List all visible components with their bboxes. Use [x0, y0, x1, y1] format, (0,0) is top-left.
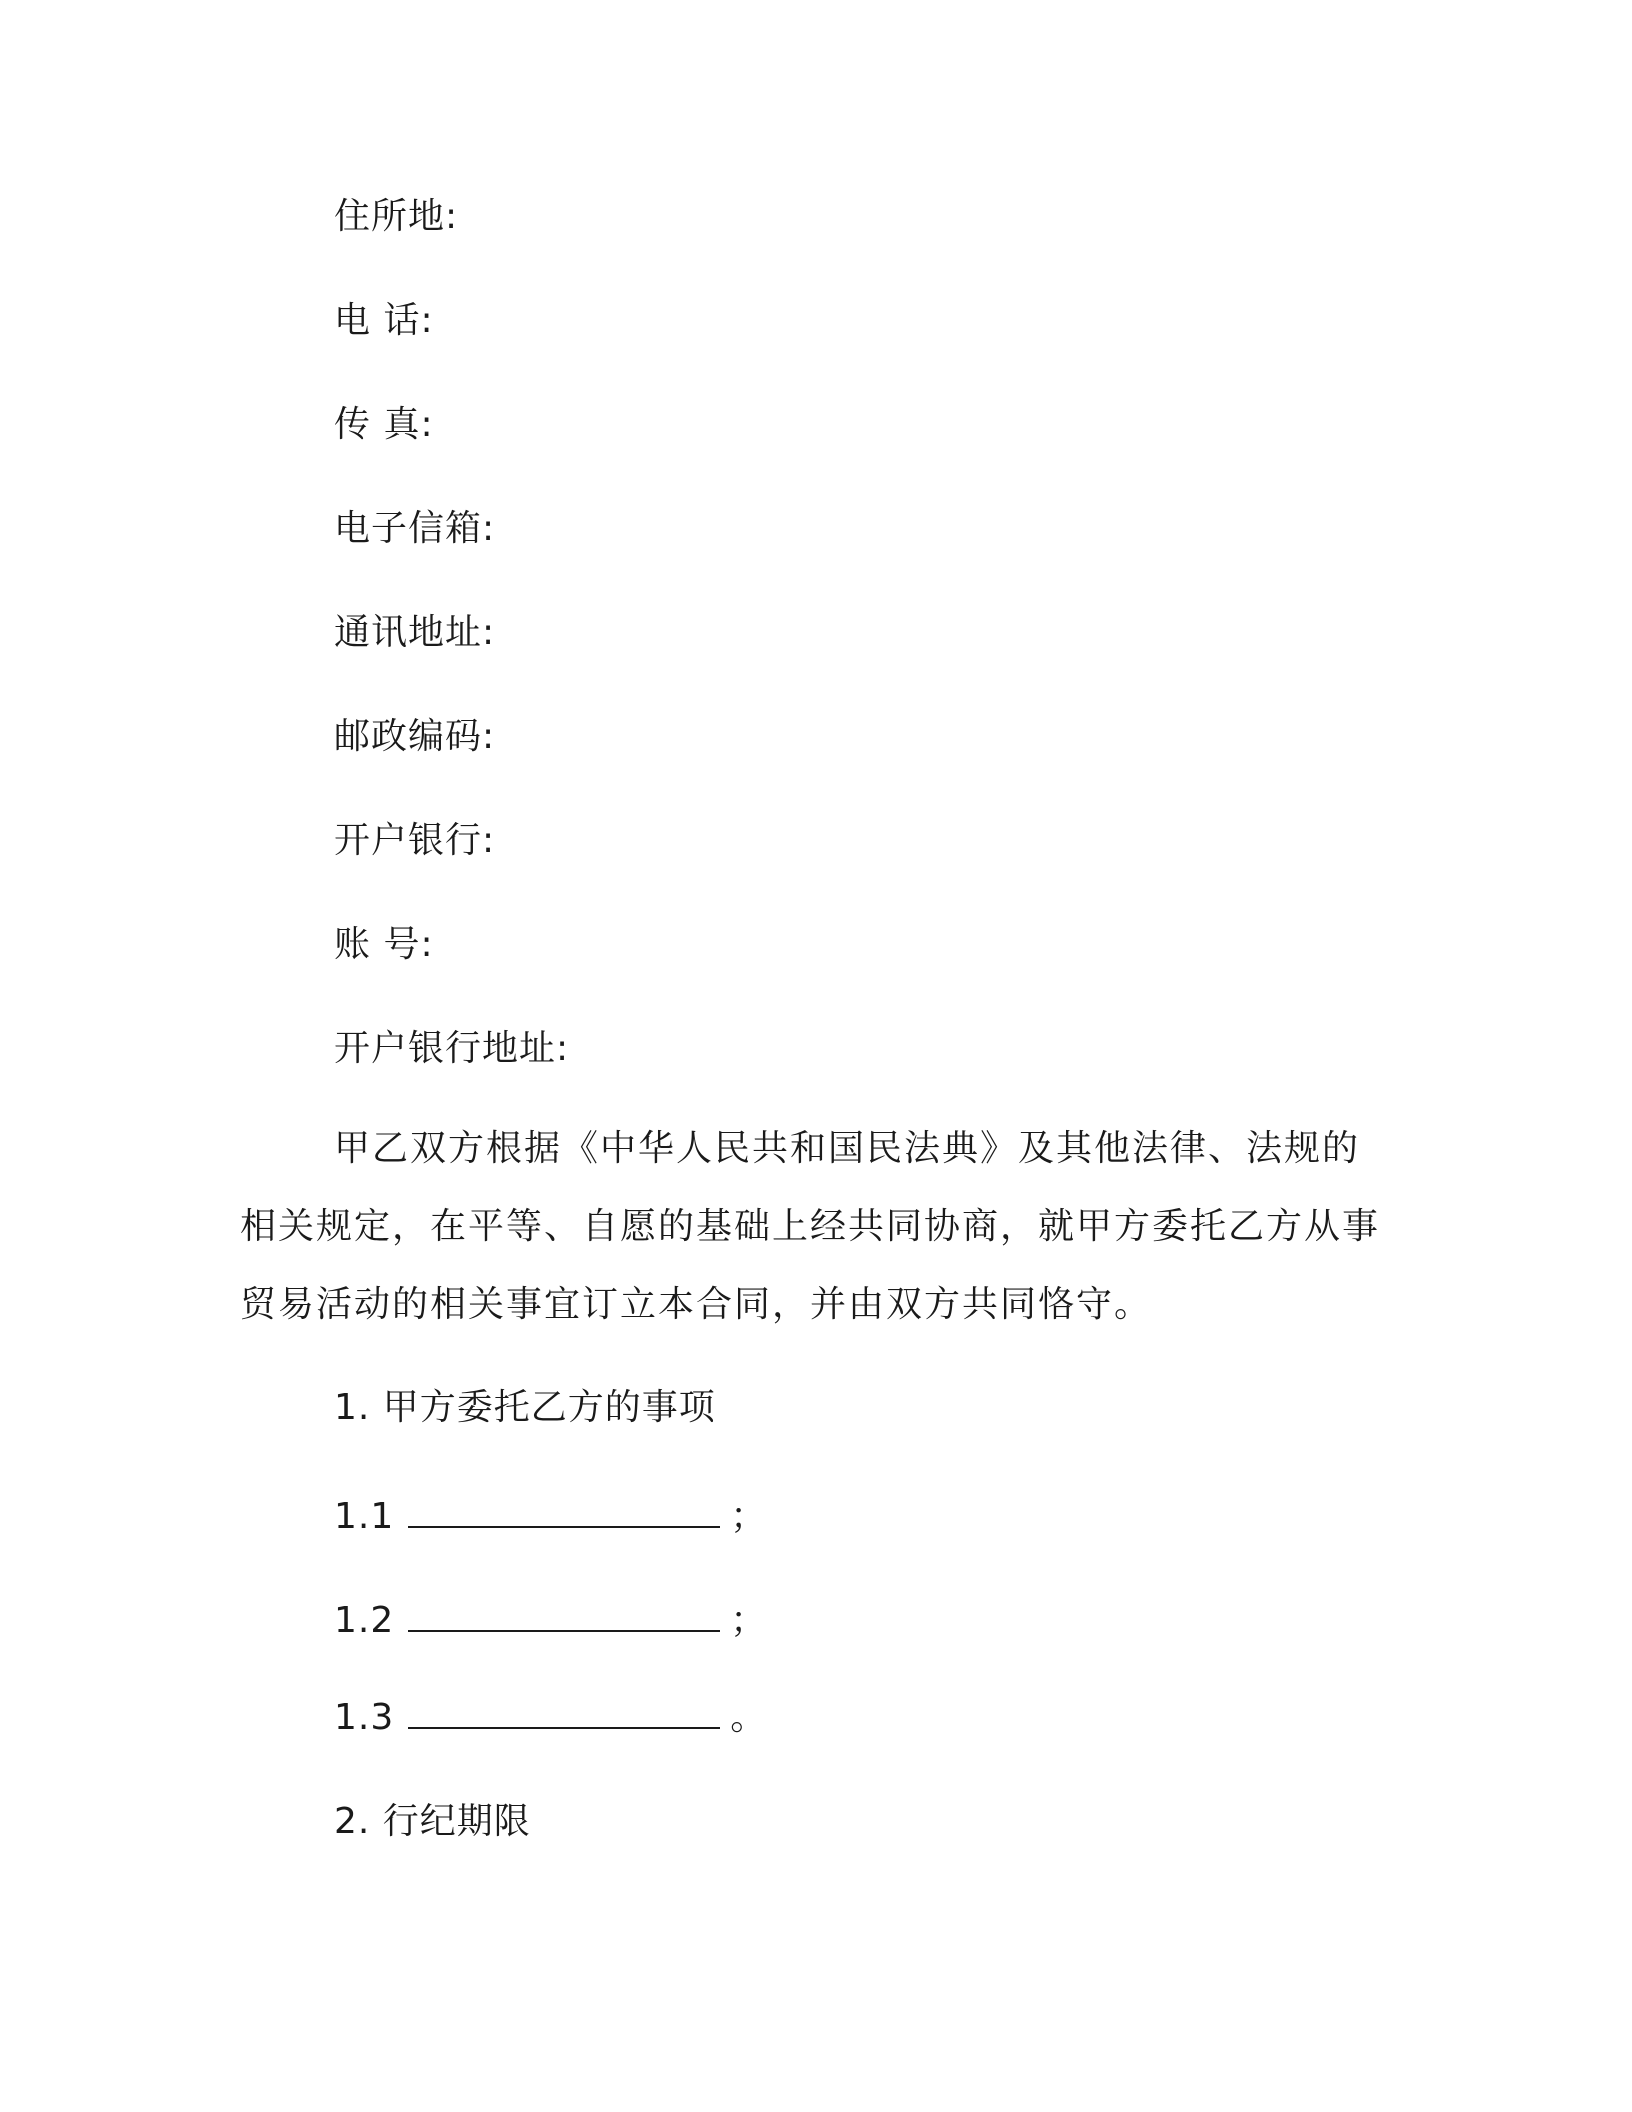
field-address-label: 通讯地址:	[334, 612, 496, 653]
field-fax-label: 传 真:	[334, 404, 434, 445]
section-1-item	[334, 1491, 767, 1543]
intro-paragraph: 甲乙双方根据《中华人民共和国民法典》及其他法律、法规的相关规定，在平等、自愿的基础上经共同协商，就甲方委托乙方从事贸易活动的相关事宜订立本合同，并由双方共同恪守。	[240, 1128, 1381, 1325]
section-1-title: 1. 甲方委托乙方的事项	[334, 1387, 716, 1428]
section-1-item	[334, 1692, 767, 1744]
fill-in-blank	[408, 1600, 720, 1632]
field-postcode-label: 邮政编码:	[334, 716, 496, 757]
field-residence-label: 住所地:	[334, 196, 459, 237]
item-number: 1.2	[334, 1600, 395, 1641]
field-phone-label: 电 话:	[334, 300, 434, 341]
item-end-punct: 。	[730, 1697, 768, 1738]
fill-in-blank	[408, 1697, 720, 1729]
item-end-punct: ；	[730, 1600, 768, 1641]
item-number: 1.1	[334, 1496, 395, 1537]
item-number: 1.3	[334, 1697, 395, 1738]
section-1-item	[334, 1595, 767, 1647]
field-bank-label: 开户银行:	[334, 820, 496, 861]
fill-in-blank	[408, 1496, 720, 1528]
section-2-title: 2. 行纪期限	[334, 1801, 531, 1842]
field-bank-address-label: 开户银行地址:	[334, 1028, 570, 1069]
field-email-label: 电子信箱:	[334, 508, 496, 549]
item-end-punct: ；	[730, 1496, 768, 1537]
field-account-label: 账 号:	[334, 924, 434, 965]
